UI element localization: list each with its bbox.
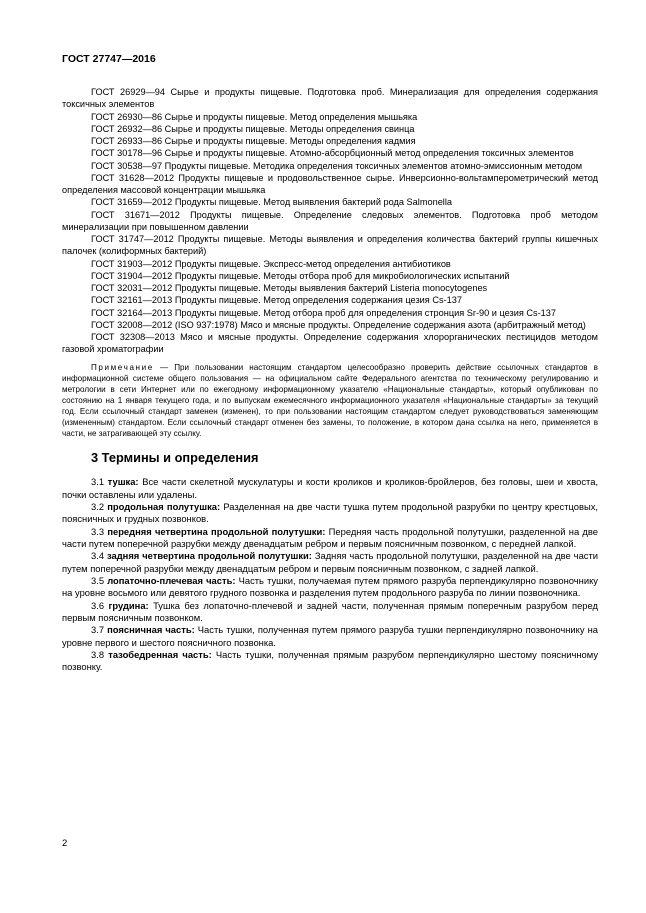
term-name: передняя четвертина продольной полутушки: — [107, 525, 326, 537]
normative-references — [62, 86, 598, 356]
term-number: 3.1 — [91, 476, 105, 488]
reference-item: ГОСТ 26930—86 Сырье и продукты пищевые. Метод определения мышьяка — [91, 111, 418, 122]
reference-item: ГОСТ 32031—2012 Продукты пищевые. Методы выявления бактерий Listeria monocytogenes — [91, 283, 488, 293]
term-definition — [62, 501, 598, 526]
reference-item: ГОСТ 31747—2012 Продукты пищевые. Методы выявления и определения количества бактерий группы кишечных палочек (колиформных бактерий) — [62, 234, 598, 257]
section-title: 3 Термины и определения — [91, 450, 259, 466]
term-name: поясничная часть: — [107, 624, 195, 636]
reference-item: ГОСТ 26929—94 Сырье и продукты пищевые. Подготовка проб. Минерализация для определения содержания токсичных элементов — [62, 87, 598, 110]
term-text: Часть тушки, получаемая путем прямого разруба перпендикулярно позвоночнику на уровне восьмого или девятого грудного позвонка и разделения путем продольного разруба по линии позвоночника. — [62, 574, 598, 599]
term-name: грудина: — [108, 599, 149, 611]
term-name: задняя четвертина продольной полутушки: — [106, 550, 312, 562]
term-text: Задняя часть продольной полутушки, разделенной на две части путем поперечной разрубки между двенадцатым ребром и первым поясничным позвонком, с задней лапкой. — [62, 550, 599, 574]
term-definition — [62, 575, 598, 600]
reference-item: ГОСТ 30178—96 Сырье и продукты пищевые. Атомно-абсорбционный метод определения токсичных элементов — [91, 148, 574, 159]
reference-item: ГОСТ 31659—2012 Продукты пищевые. Метод выявления бактерий рода Salmonella — [91, 197, 452, 208]
term-text: Тушка без лопаточно-плечевой и задней части, полученная прямым поперечным разрубом перед первым поясничным позвонком. — [62, 599, 598, 623]
term-name: тушка: — [107, 476, 139, 488]
term-definition — [62, 526, 598, 551]
term-number: 3.7 — [91, 624, 105, 636]
term-name: лопаточно-плечевая часть: — [107, 574, 236, 586]
terms-list — [62, 476, 598, 674]
term-definition — [62, 476, 598, 501]
term-text: Разделенная на две части тушка путем продольной разрубки по центру крестцовых, поясничных и грудных позвонков. — [62, 500, 598, 525]
reference-item: ГОСТ 32308—2013 Мясо и мясные продукты. Определение содержания хлорорганических пестицидов методом газовой хроматографии — [62, 332, 598, 355]
reference-item: ГОСТ 31628—2012 Продукты пищевые и продовольственное сырье. Инверсионно-вольтамперометрический метод определения массовой концентрации мышьяка — [62, 172, 598, 195]
reference-item: ГОСТ 31903—2012 Продукты пищевые. Экспресс-метод определения антибиотиков — [91, 258, 451, 269]
note-paragraph — [62, 362, 598, 440]
term-definition — [62, 550, 598, 575]
term-text: Передняя часть продольной полутушки, разделенной на две части путем поперечной разрубки между двенадцатым ребром и первым поясничным позвонком, с передней лапкой. — [62, 525, 598, 549]
term-number: 3.3 — [91, 525, 105, 537]
term-name: тазобедренная часть: — [108, 648, 212, 660]
term-text: Часть тушки, полученная прямым разрубом перпендикулярно шестому поясничному позвонку. — [62, 648, 599, 673]
term-name: продольная полутушка: — [107, 500, 221, 512]
term-text: Все части скелетной мускулатуры и кости кроликов и кроликов-бройлеров, без головы, шеи и хвоста, почки оставлены или удалены. — [62, 476, 599, 500]
term-definition — [62, 649, 598, 674]
reference-item: ГОСТ 31671—2012 Продукты пищевые. Определение следовых элементов. Подготовка проб методом минерализации при повышенном давлении — [62, 209, 598, 232]
reference-item: ГОСТ 32008—2012 (ISO 937:1978) Мясо и мясные продукты. Определение содержания азота (арбитражный метод) — [91, 319, 586, 330]
reference-item: ГОСТ 31904—2012 Продукты пищевые. Методы отбора проб для микробиологических испытаний — [91, 270, 510, 281]
note-text: — При пользовании настоящим стандартом целесообразно проверить действие ссылочных стандартов в информационной системе общего пользования — на официальном сайте Федерального агентства по техническому регулированию и метрологии в сети Интернет или по ежегодному информационному указателю «Национальные стандарты», который опубликован по состоянию на 1 января текущего года, и по выпускам ежемесячного информационного указателя «Национальные стандарты» за текущий год. Если ссылочный стандарт заменен (изменен), то при пользовании настоящим стандартом следует руководствоваться заменяющим (измененным) стандартом. Если ссылочный стандарт отменен без замены, то положение, в котором дана ссылка на него, применяется в части, не затрагивающей эту ссылку. — [62, 362, 598, 439]
reference-item: ГОСТ 30538—97 Продукты пищевые. Методика определения токсичных элементов атомно-эмиссионным методом — [91, 160, 583, 171]
reference-item: ГОСТ 32161—2013 Продукты пищевые. Метод определения содержания цезия Cs-137 — [91, 295, 462, 306]
page-number: 2 — [62, 838, 68, 849]
reference-item: ГОСТ 26933—86 Сырье и продукты пищевые. Методы определения кадмия — [91, 136, 416, 146]
document-header: ГОСТ 27747—2016 — [62, 53, 156, 65]
reference-item: ГОСТ 32164—2013 Продукты пищевые. Метод отбора проб для определения стронция Sr-90 и цезия Cs-137 — [91, 307, 557, 318]
term-number: 3.6 — [91, 599, 105, 611]
term-definition — [62, 624, 598, 649]
term-number: 3.5 — [91, 574, 105, 586]
reference-item: ГОСТ 26932—86 Сырье и продукты пищевые. Методы определения свинца — [91, 123, 415, 134]
note-label: Примечание — [91, 362, 154, 372]
term-text: Часть тушки, полученная путем прямого разруба тушки перпендикулярно позвоночнику на уровне первого и шестого поясничного позвонка. — [62, 624, 598, 648]
page-content — [62, 86, 598, 674]
term-definition — [62, 600, 598, 625]
term-number: 3.2 — [91, 500, 105, 512]
term-number: 3.4 — [91, 550, 105, 562]
term-number: 3.8 — [91, 648, 105, 660]
